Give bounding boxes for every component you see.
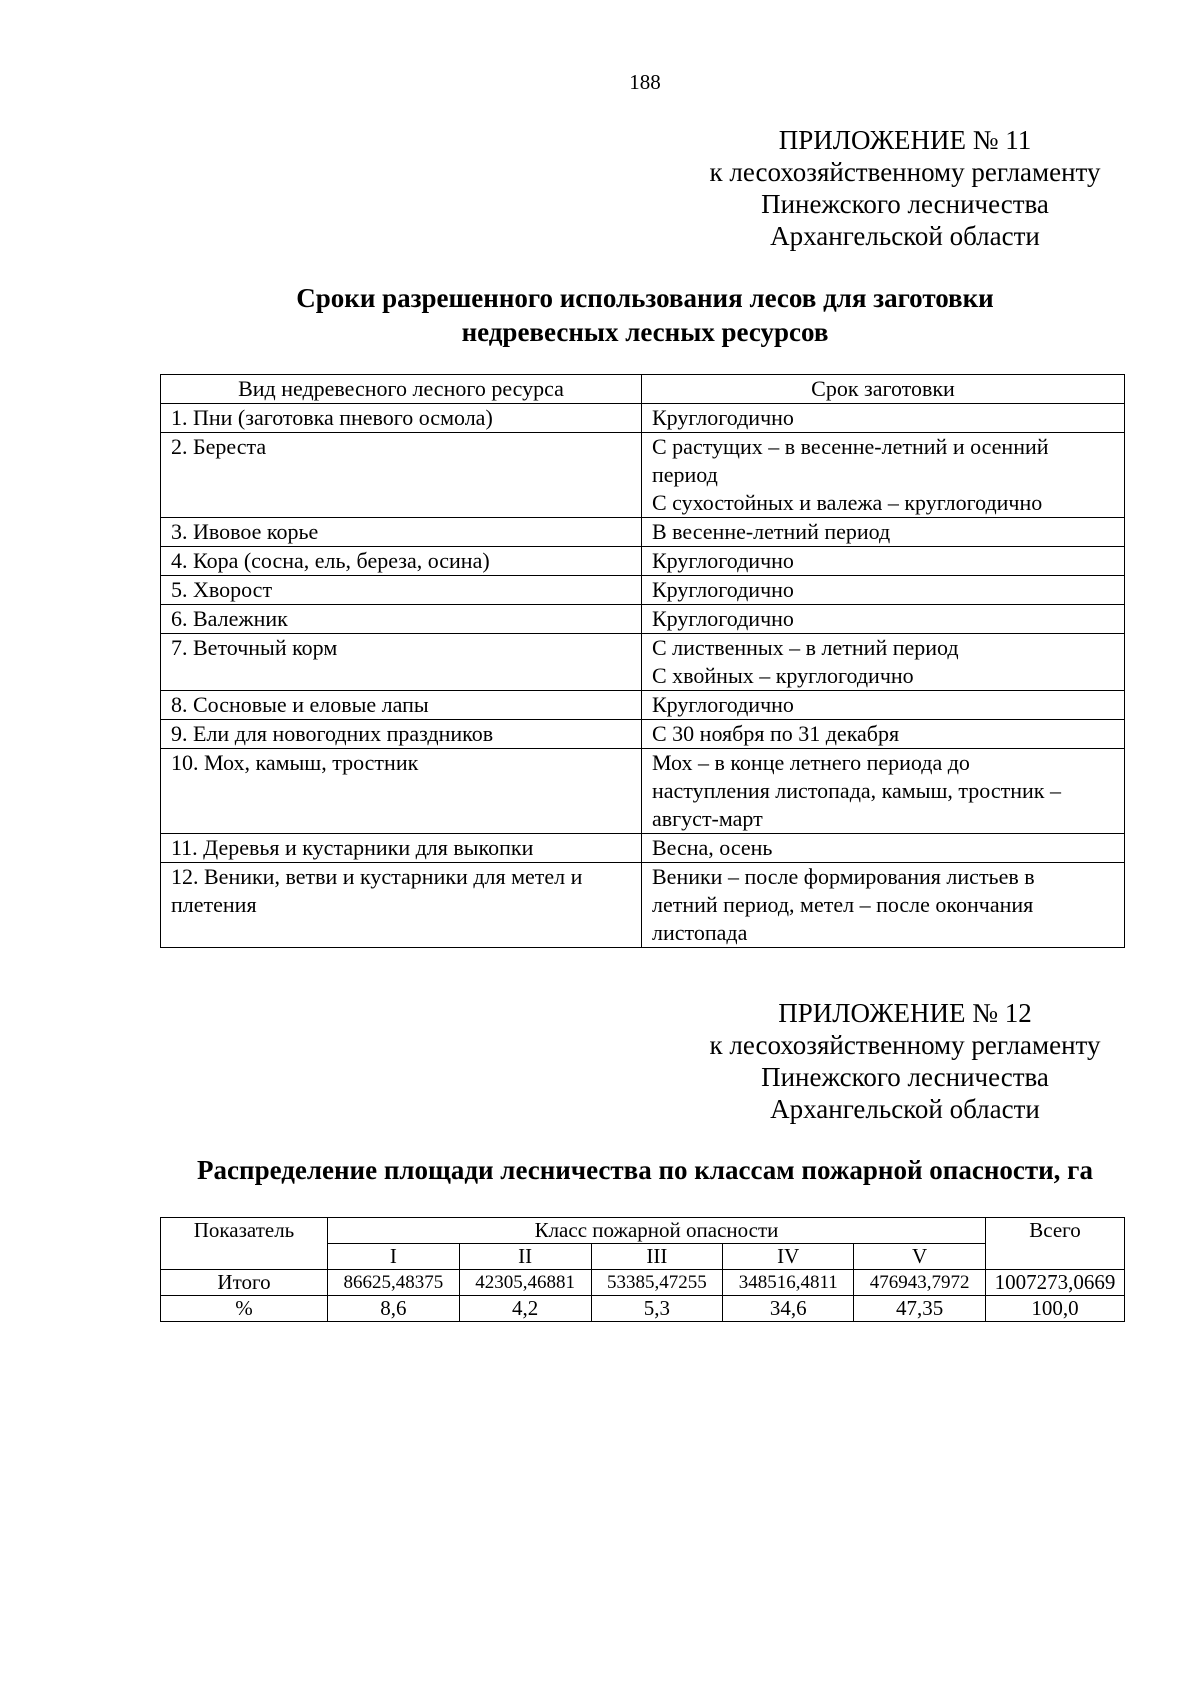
resource-cell: 1. Пни (заготовка пневого осмола) [161,404,642,433]
appendix-12-header [690,997,1120,1125]
resource-cell: 11. Деревья и кустарники для выкопки [161,834,642,863]
class-header: II [459,1244,591,1270]
value-cell: 348516,4811 [723,1270,854,1296]
table-row [161,576,1125,605]
column-header: Всего [986,1218,1125,1270]
total-cell: 100,0 [986,1296,1125,1322]
row-label: % [161,1296,328,1322]
appendix-line: Пинежского лесничества [761,189,1049,219]
row-label: Итого [161,1270,328,1296]
resource-cell: 4. Кора (сосна, ель, береза, осина) [161,547,642,576]
table-row [161,1270,1125,1296]
section-title-line: Сроки разрешенного использования лесов для заготовки [296,283,994,313]
table-row [161,749,1125,834]
term-cell: Круглогодично [642,605,1125,634]
appendix-title: ПРИЛОЖЕНИЕ № 12 [778,998,1032,1028]
table-row [161,1296,1125,1322]
value-cell: 86625,48375 [328,1270,460,1296]
total-cell: 1007273,0669 [986,1270,1125,1296]
class-header: IV [723,1244,854,1270]
appendix-title: ПРИЛОЖЕНИЕ № 11 [778,125,1032,155]
table-row [161,433,1125,518]
term-cell: Круглогодично [642,547,1125,576]
resource-cell: 2. Береста [161,433,642,518]
value-cell: 47,35 [854,1296,986,1322]
appendix-line: Пинежского лесничества [761,1062,1049,1092]
harvest-terms-table [160,374,1125,948]
value-cell: 4,2 [459,1296,591,1322]
term-cell: В весенне-летний период [642,518,1125,547]
term-cell: Веники – после формирования листьев в летний период, метел – после окончания листопада [642,863,1125,948]
page-number: 188 [629,70,661,94]
table-row [161,518,1125,547]
section-title-line: недревесных лесных ресурсов [461,317,829,347]
table-header-row [161,1218,1125,1244]
table-row [161,691,1125,720]
table-row [161,547,1125,576]
appendix-line: к лесохозяйственному регламенту [709,1030,1101,1060]
class-header: III [591,1244,723,1270]
section-title-harvest-terms [130,281,1160,349]
appendix-11-header [690,124,1120,252]
column-header: Вид недревесного лесного ресурса [161,375,642,404]
term-cell: Круглогодично [642,404,1125,433]
resource-cell: 8. Сосновые и еловые лапы [161,691,642,720]
value-cell: 53385,47255 [591,1270,723,1296]
resource-cell: 3. Ивовое корье [161,518,642,547]
table-row [161,605,1125,634]
term-cell: С лиственных – в летний период С хвойных – круглогодично [642,634,1125,691]
value-cell: 476943,7972 [854,1270,986,1296]
term-cell: Весна, осень [642,834,1125,863]
appendix-line: Архангельской области [770,1094,1040,1124]
column-header: Класс пожарной опасности [328,1218,986,1244]
resource-cell: 7. Веточный корм [161,634,642,691]
value-cell: 5,3 [591,1296,723,1322]
table-row [161,834,1125,863]
resource-cell: 9. Ели для новогодних праздников [161,720,642,749]
value-cell: 34,6 [723,1296,854,1322]
value-cell: 8,6 [328,1296,460,1322]
table-row [161,404,1125,433]
fire-class-table [160,1217,1125,1322]
value-cell: 42305,46881 [459,1270,591,1296]
class-header: I [328,1244,460,1270]
table-header-row [161,375,1125,404]
appendix-line: Архангельской области [770,221,1040,251]
term-cell: Круглогодично [642,691,1125,720]
term-cell: Мох – в конце летнего периода до наступления листопада, камыш, тростник – август-март [642,749,1125,834]
table-row [161,863,1125,948]
column-header: Показатель [161,1218,328,1270]
term-cell: Круглогодично [642,576,1125,605]
appendix-line: к лесохозяйственному регламенту [709,157,1101,187]
resource-cell: 5. Хворост [161,576,642,605]
column-header: Срок заготовки [642,375,1125,404]
term-cell: С растущих – в весенне-летний и осенний период С сухостойных и валежа – круглогодично [642,433,1125,518]
table-row [161,634,1125,691]
resource-cell: 6. Валежник [161,605,642,634]
class-header: V [854,1244,986,1270]
term-cell: С 30 ноября по 31 декабря [642,720,1125,749]
resource-cell: 12. Веники, ветви и кустарники для метел и плетения [161,863,642,948]
table-row [161,720,1125,749]
resource-cell: 10. Мох, камыш, тростник [161,749,642,834]
section-title-fire-classes: Распределение площади лесничества по классам пожарной опасности, га [197,1155,1093,1185]
